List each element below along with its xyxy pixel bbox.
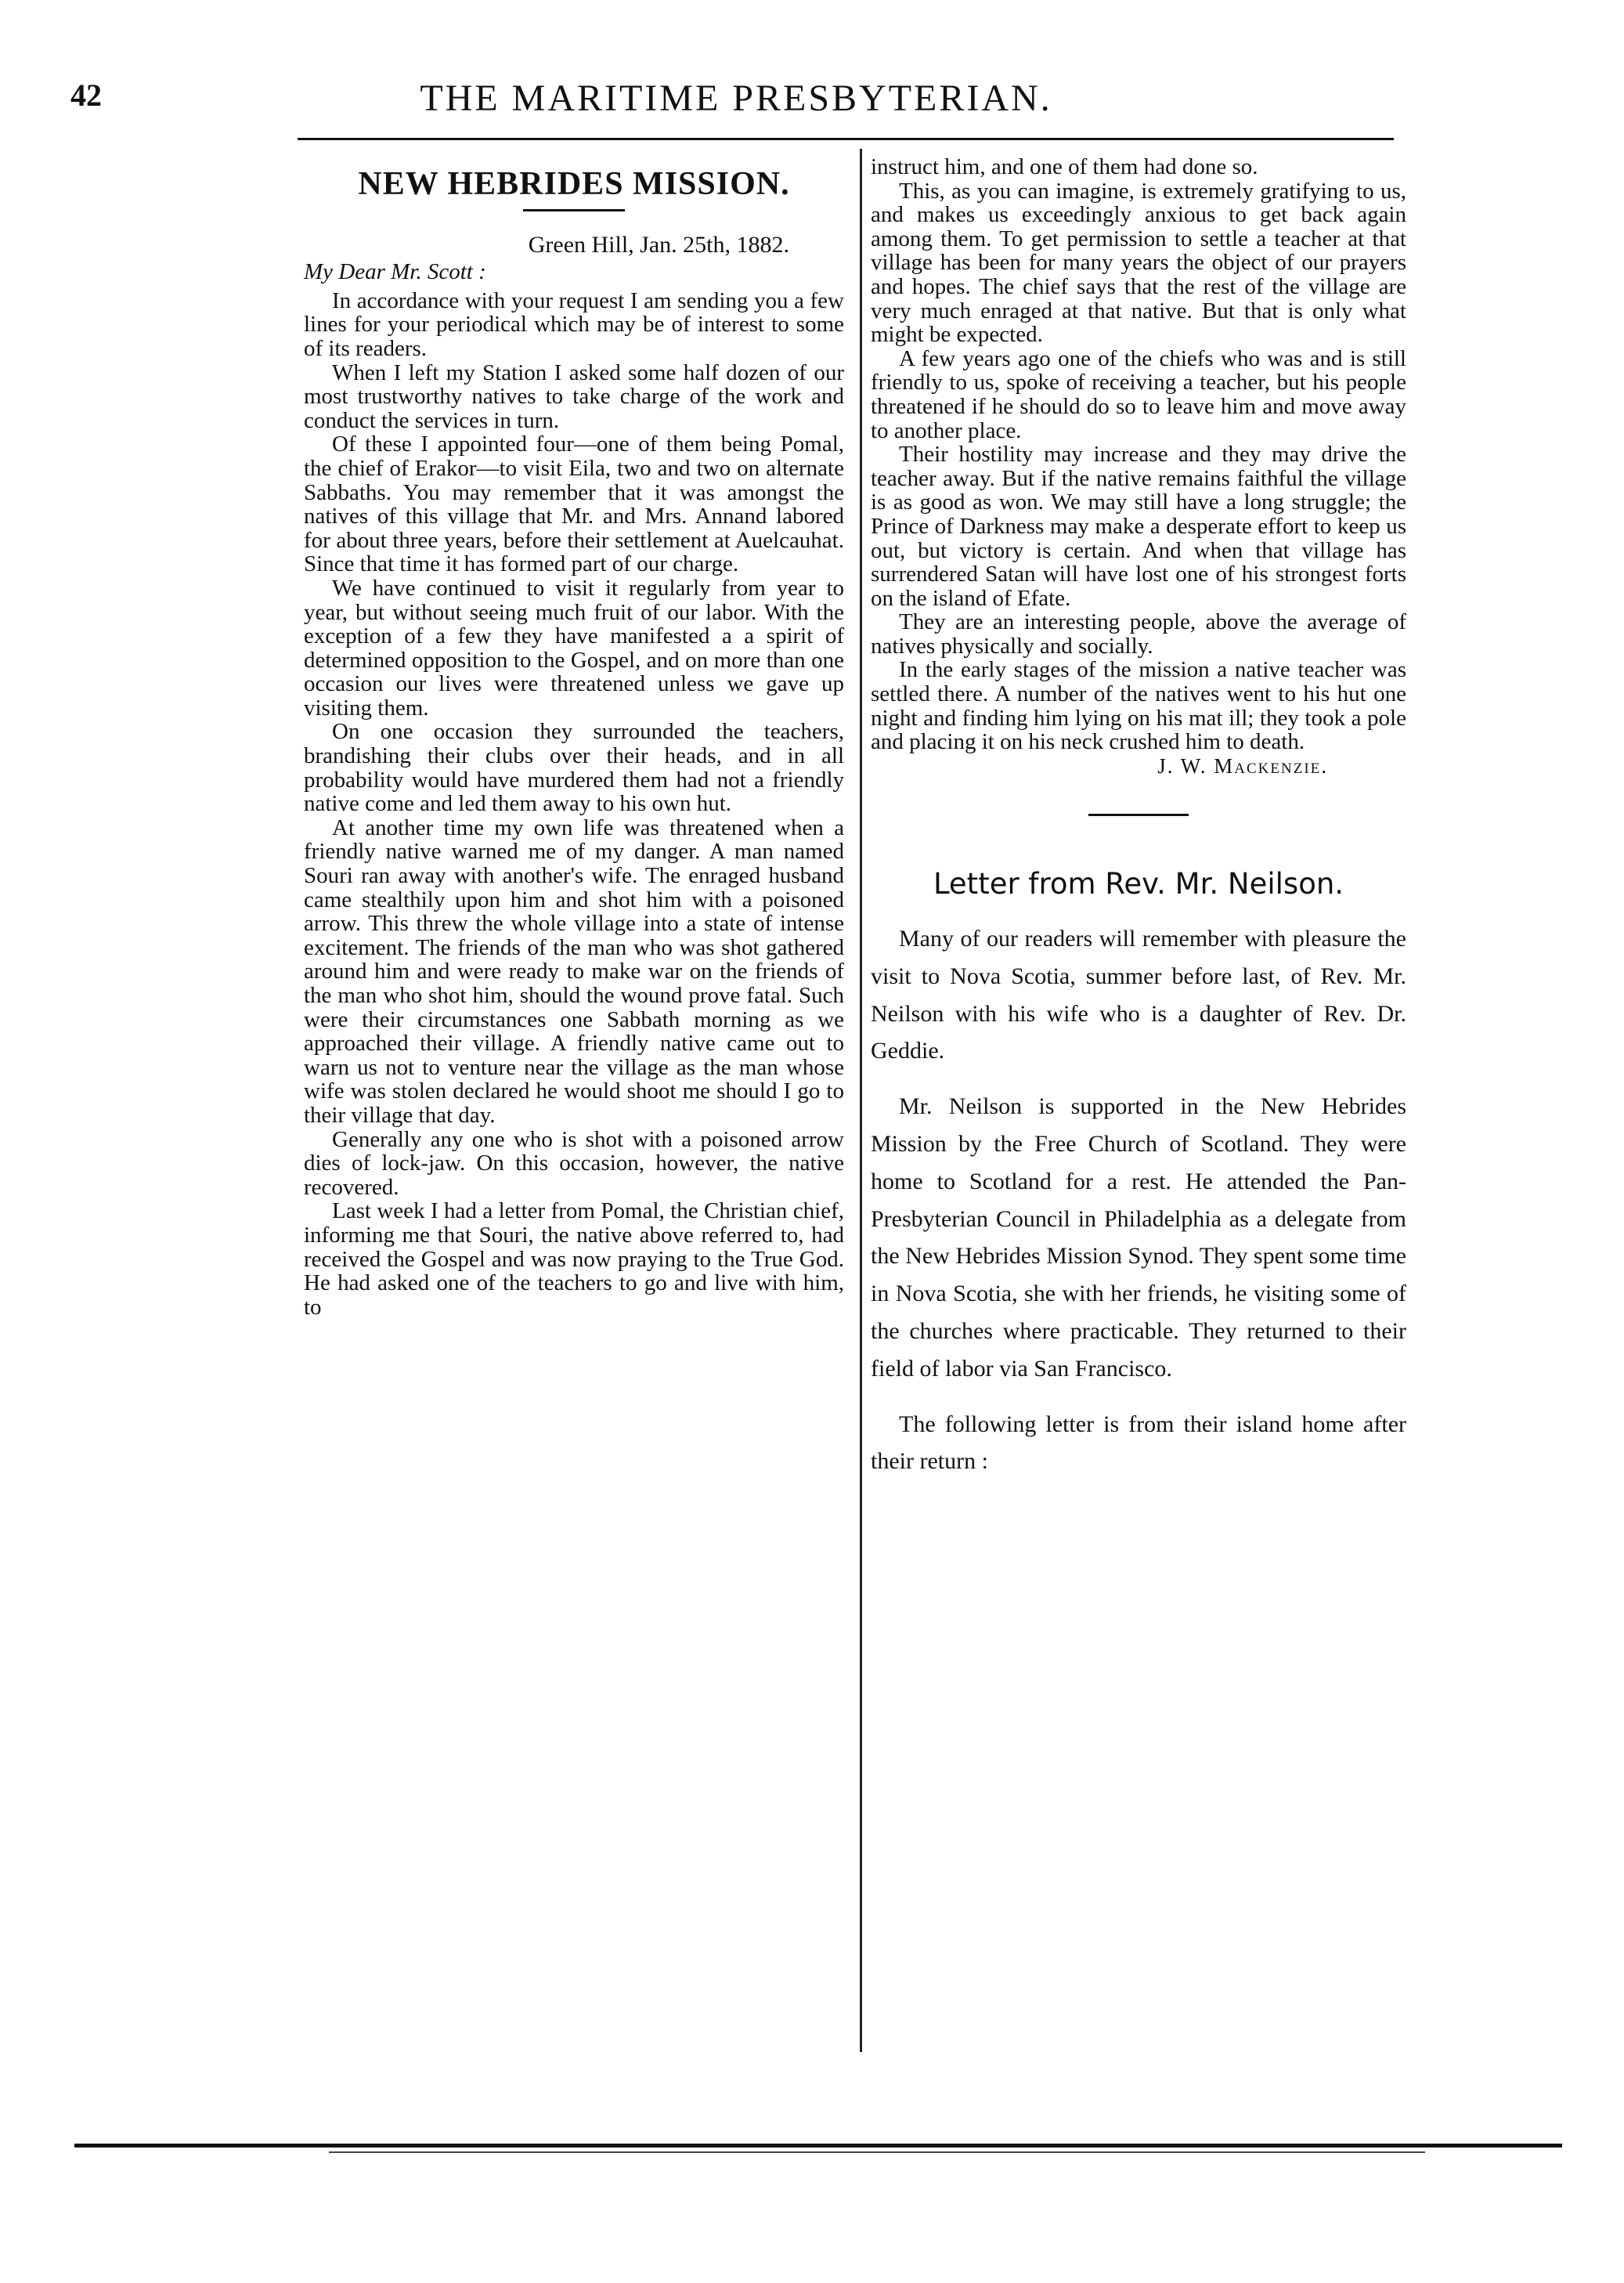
title-rule: [523, 209, 625, 211]
paragraph: When I left my Station I asked some half dozen of our most trustworthy natives to take charge of the work and conduct the services in turn.: [304, 359, 844, 433]
paragraph: They are an interesting people, above the average of natives physically and socially.: [871, 609, 1406, 659]
letter-title: Letter from Rev. Mr. Neilson.: [933, 867, 1344, 901]
footer-rule-thin: [329, 2151, 1425, 2153]
paragraph: Of these I appointed four—one of them being Pomal, the chief of Erakor—to visit Eila, two and two on alternate Sabbaths. You may remember that it was amongst the natives of this village that Mr. and Mrs. Annand labored for about three years, before their settlement at Auelcauhat. Since that time it has formed part of our charge.: [304, 432, 844, 577]
footer-rule: [74, 2144, 1562, 2148]
letter-intro: [871, 920, 1406, 1480]
masthead: THE MARITIME PRESBYTERIAN.: [420, 78, 1052, 119]
paragraph: Their hostility may increase and they may drive the teacher away. But if the native remains faithful the village is as good as won. We may still have a long struggle; the Prince of Darkness may make a desperate effort to keep us out, but victory is certain. And when that village has surrendered Satan will have lost one of his strongest forts on the island of Efate.: [871, 442, 1406, 611]
dateline: Green Hill, Jan. 25th, 1882.: [528, 231, 789, 258]
signature: J. W. Mackenzie.: [1157, 753, 1328, 778]
column-divider: [860, 149, 862, 2052]
salutation: My Dear Mr. Scott :: [304, 259, 486, 285]
header-rule: [298, 138, 1394, 140]
paragraph: This, as you can imagine, is extremely gratifying to us, and makes us exceedingly anxious to get back again among them. To get permission to settle a teacher at that village has been for many years the object of our prayers and hopes. The chief says that the rest of the village are very much enraged at that native. But that is only what might be expected.: [871, 178, 1406, 348]
section-title: NEW HEBRIDES MISSION.: [358, 166, 790, 202]
paragraph: In the early stages of the mission a native teacher was settled there. A number of the natives went to his hut one night and finding him lying on his mat ill; they took a pole and placing it on his neck crushed him to death.: [871, 657, 1406, 755]
paragraph: At another time my own life was threatened when a friendly native warned me of my danger. A man named Souri ran away with another's wife. The enraged husband came stealthily upon him and shot him with a poisoned arrow. This threw the whole village into a state of intense excitement. The friends of the man who was shot gathered around him and were ready to make war on the friends of the man who shot him, should the wound prove fatal. Such were their circumstances one Sabbath morning as we approached their village. A friendly native came out to warn us not to venture near the village as the man whose wife was stolen declared he would shoot me should I go to their village that day.: [304, 815, 844, 1128]
paragraph: instruct him, and one of them had done so.: [871, 154, 1258, 179]
paragraph: On one occasion they surrounded the teachers, brandishing their clubs over their heads, and in all probability would have murdered them had not a friendly native come and led them away to his own hut.: [304, 719, 844, 817]
paragraph: Many of our readers will remember with pleasure the visit to Nova Scotia, summer before last, of Rev. Mr. Neilson with his wife who is a daughter of Rev. Dr. Geddie.: [871, 926, 1406, 1064]
page-header: [70, 77, 1402, 128]
right-column: [871, 155, 1406, 1498]
paragraph: A few years ago one of the chiefs who was and is still friendly to us, spoke of receiving a teacher, but his people threatened if he should do so to leave him and move away to another place.: [871, 345, 1406, 443]
page-number: 42: [70, 78, 102, 113]
paragraph: We have continued to visit it regularly from year to year, but without seeing much fruit of our labor. With the exception of a few they have manifested a a spirit of determined opposition to the Gospel, and on more than one occasion our lives were threatened unless we gave up visiting them.: [304, 575, 844, 721]
paragraph: Last week I had a letter from Pomal, the Christian chief, informing me that Souri, the native above referred to, had received the Gospel and was now praying to the True God. He had asked one of the teachers to go and live with him, to: [304, 1198, 844, 1320]
paragraph: In accordance with your request I am sending you a few lines for your periodical which may be of interest to some of its readers.: [304, 287, 844, 361]
paragraph: Generally any one who is shot with a poisoned arrow dies of lock-jaw. On this occasion, however, the native recovered.: [304, 1126, 844, 1200]
paragraph: The following letter is from their island home after their return :: [871, 1411, 1406, 1475]
paragraph: Mr. Neilson is supported in the New Hebrides Mission by the Free Church of Scotland. They were home to Scotland for a rest. He attended the Pan-Presbyterian Council in Philadelphia as a delegate from the New Hebrides Mission Synod. They spent some time in Nova Scotia, she with her friends, he visiting some of the churches where practicable. They returned to their field of labor via San Francisco.: [871, 1093, 1406, 1382]
left-column: [304, 158, 844, 1319]
article-separator: [1088, 814, 1189, 816]
